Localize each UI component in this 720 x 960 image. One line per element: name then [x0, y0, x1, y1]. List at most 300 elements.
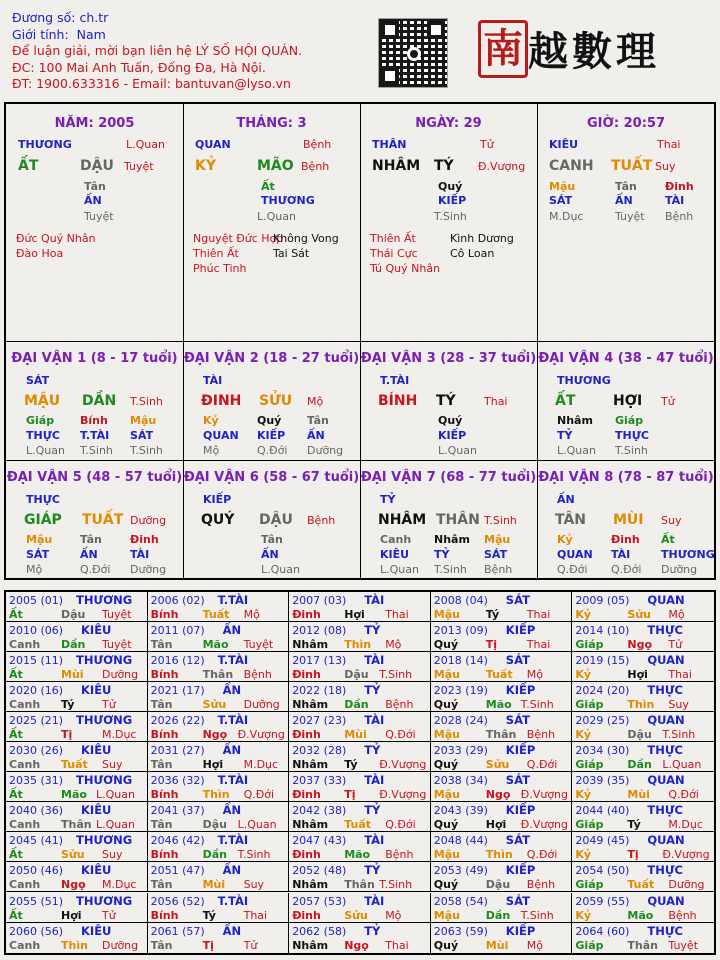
pillar-stem: ẤT: [18, 158, 39, 174]
dai-van-stem: TÂN: [555, 512, 587, 528]
year-branch: Thìn: [627, 698, 655, 712]
year-god: KIẾP: [505, 623, 536, 638]
year-cell[interactable]: [572, 682, 714, 712]
year-life-state: Tử: [668, 638, 683, 652]
year-label: 2022 (18): [292, 684, 347, 698]
year-stem: Ất: [9, 668, 23, 682]
year-label: 2040 (36): [9, 804, 64, 818]
year-god: KIẾP: [505, 683, 536, 698]
year-god: SÁT: [505, 713, 530, 728]
year-stem: Đinh: [292, 848, 321, 862]
year-cell[interactable]: [572, 893, 714, 923]
hidden-god: T.TÀI: [80, 429, 110, 442]
year-branch: Dần: [344, 698, 369, 712]
year-stem: Nhâm: [292, 818, 329, 832]
year-label: 2062 (58): [292, 924, 347, 938]
year-cell[interactable]: [148, 772, 290, 802]
year-stem: Canh: [9, 638, 41, 652]
year-branch: Dậu: [202, 818, 227, 832]
year-label: 2008 (04): [433, 594, 488, 607]
year-god: TỶ: [364, 923, 381, 938]
dai-van-stem: BÍNH: [378, 393, 418, 409]
dai-van-title: ĐẠI VẬN 4 (38 - 47 tuổi): [538, 351, 714, 366]
pillar-life-state: Suy: [655, 160, 676, 173]
hidden-life: T.Sinh: [80, 444, 113, 457]
year-god: THỰC: [647, 683, 683, 698]
year-life-state: Thai: [243, 908, 268, 922]
year-cell[interactable]: [572, 712, 714, 742]
year-cell[interactable]: [289, 832, 431, 862]
year-stem: Tân: [150, 938, 173, 952]
year-cell[interactable]: [572, 862, 714, 892]
year-label: 2037 (33): [292, 774, 347, 788]
year-cell[interactable]: [572, 923, 714, 953]
dai-van-life-state: Bệnh: [307, 514, 336, 527]
dai-van-god: T.TÀI: [380, 374, 410, 387]
seal-stamp: 南: [478, 20, 528, 78]
year-cell[interactable]: [431, 772, 573, 802]
dai-van-5: [6, 461, 184, 580]
hidden-god: TỶ: [557, 429, 573, 442]
year-branch: Dần: [61, 638, 86, 652]
year-god: TÀI: [364, 833, 385, 848]
year-god: THỰC: [647, 803, 683, 818]
year-cell[interactable]: [6, 802, 148, 832]
year-cell[interactable]: [6, 592, 148, 622]
year-cell[interactable]: [431, 862, 573, 892]
year-cell[interactable]: [431, 802, 573, 832]
year-stem: Canh: [9, 878, 41, 892]
year-god: KIẾP: [505, 803, 536, 818]
year-life-state: M.Dục: [668, 818, 703, 832]
year-cell[interactable]: [289, 622, 431, 652]
dai-van-stem: GIÁP: [24, 512, 62, 528]
year-cell[interactable]: [431, 832, 573, 862]
year-label: 2017 (13): [292, 654, 347, 668]
year-branch: Thìn: [61, 938, 88, 952]
year-god: QUAN: [647, 833, 685, 848]
year-label: 2009 (05): [575, 594, 630, 607]
year-cell[interactable]: [572, 742, 714, 772]
year-cell[interactable]: [572, 622, 714, 652]
year-god: SÁT: [505, 593, 530, 607]
dai-van-branch: DẬU: [259, 512, 293, 528]
year-stem: Quý: [433, 638, 459, 652]
year-life-state: Thai: [526, 638, 551, 652]
dai-van-god: ẤN: [557, 493, 575, 506]
year-label: 2060 (56): [9, 924, 64, 938]
yearly-luck-table: [4, 590, 716, 955]
pillar-stem: KỶ: [195, 158, 216, 174]
year-life-state: Bệnh: [526, 878, 556, 892]
year-life-state: Tử: [102, 908, 116, 922]
year-branch: Tý: [61, 698, 75, 712]
year-branch: Tị: [485, 638, 498, 652]
dai-van-branch: TÝ: [436, 393, 456, 409]
year-life-state: Mộ: [243, 608, 260, 621]
year-god: QUAN: [647, 653, 685, 668]
hidden-god: ẤN: [261, 548, 279, 561]
year-life-state: Suy: [102, 848, 123, 862]
hidden-life: Tuyệt: [84, 210, 114, 223]
year-cell[interactable]: [148, 742, 290, 772]
year-label: 2035 (31): [9, 774, 64, 788]
year-god: TỶ: [364, 683, 381, 698]
year-stem: Tân: [150, 638, 173, 652]
dai-van-branch: SỬU: [259, 393, 293, 409]
year-life-state: Dưỡng: [102, 938, 139, 952]
year-cell[interactable]: [431, 622, 573, 652]
year-label: 2046 (42): [150, 834, 205, 848]
year-cell[interactable]: [289, 592, 431, 622]
year-cell[interactable]: [431, 742, 573, 772]
year-label: 2045 (41): [9, 834, 64, 848]
pillar-1: [6, 104, 184, 342]
year-god: QUAN: [647, 773, 685, 788]
brand-logo: 越數理: [528, 28, 660, 75]
hidden-stem: Quý: [438, 414, 463, 427]
year-god: TÀI: [364, 653, 385, 668]
year-cell[interactable]: [148, 862, 290, 892]
year-cell[interactable]: [572, 832, 714, 862]
year-cell[interactable]: [6, 923, 148, 953]
year-life-state: Bệnh: [526, 728, 556, 742]
year-stem: Đinh: [292, 908, 321, 922]
hidden-life: Dưỡng: [307, 444, 344, 457]
star-item: Đào Hoa: [16, 247, 64, 260]
pillar-title: THÁNG: 3: [236, 116, 307, 131]
pillar-branch: MÃO: [257, 158, 294, 174]
hidden-life: Mộ: [26, 563, 43, 576]
year-life-state: Đ.Vượng: [379, 788, 427, 802]
dai-van-life-state: Dưỡng: [130, 514, 167, 527]
year-cell[interactable]: [148, 592, 290, 622]
hidden-god: TÀI: [665, 194, 685, 207]
year-stem: Nhâm: [292, 638, 329, 652]
year-life-state: Q.Đới: [526, 758, 558, 772]
hidden-life: T.Sinh: [130, 444, 163, 457]
year-cell[interactable]: [6, 832, 148, 862]
year-god: THỰC: [647, 923, 683, 938]
year-life-state: M.Dục: [102, 728, 137, 742]
year-god: THƯƠNG: [76, 773, 133, 788]
year-god: ẤN: [222, 743, 242, 758]
dai-van-stem: QUÝ: [201, 512, 235, 528]
year-god: TỶ: [364, 623, 381, 638]
year-cell[interactable]: [148, 832, 290, 862]
year-god: TÀI: [364, 773, 385, 788]
pillar-life-state: Bệnh: [301, 160, 330, 173]
year-cell[interactable]: [431, 923, 573, 953]
year-life-state: Suy: [243, 878, 265, 892]
year-life-state: Dưỡng: [243, 698, 280, 712]
year-branch: Dần: [202, 848, 227, 862]
year-label: 2049 (45): [575, 834, 630, 848]
year-stem: Canh: [9, 938, 41, 952]
year-life-state: Tuyệt: [243, 638, 274, 652]
year-life-state: Đ.Vượng: [237, 728, 285, 742]
year-cell[interactable]: [148, 682, 290, 712]
hidden-life: L.Quan: [261, 563, 300, 576]
year-cell[interactable]: [148, 802, 290, 832]
year-cell[interactable]: [6, 742, 148, 772]
year-life-state: Mộ: [668, 608, 685, 621]
year-branch: Mùi: [61, 668, 84, 682]
year-god: THƯƠNG: [76, 653, 133, 668]
year-stem: Mậu: [433, 848, 460, 862]
year-god: SÁT: [505, 893, 530, 908]
year-life-state: Tử: [102, 698, 116, 712]
hidden-god: QUAN: [557, 548, 593, 561]
year-life-state: Q.Đới: [243, 788, 275, 802]
year-stem: Giáp: [575, 938, 604, 952]
year-god: T.TÀI: [217, 653, 249, 668]
year-cell[interactable]: [148, 923, 290, 953]
year-cell[interactable]: [6, 772, 148, 802]
year-cell[interactable]: [6, 893, 148, 923]
year-branch: Mùi: [627, 788, 650, 802]
year-god: TỶ: [364, 863, 381, 878]
hidden-god: SÁT: [130, 429, 154, 442]
year-branch: Hợi: [61, 908, 82, 922]
year-god: KIÊU: [81, 803, 112, 818]
year-branch: Thân: [344, 878, 375, 892]
year-cell[interactable]: [289, 923, 431, 953]
year-stem: Quý: [433, 938, 459, 952]
hidden-life: L.Quan: [380, 563, 419, 576]
year-stem: Ất: [9, 608, 23, 621]
dai-van-life-state: Suy: [661, 514, 682, 527]
dai-van-god: THỰC: [26, 493, 60, 506]
star-item: Kình Dương: [450, 232, 514, 245]
pillar-stem: NHÂM: [372, 158, 421, 174]
year-life-state: Tuyệt: [102, 638, 132, 652]
year-cell[interactable]: [289, 862, 431, 892]
hidden-god: QUAN: [203, 429, 239, 442]
year-cell[interactable]: [6, 862, 148, 892]
year-god: QUAN: [647, 893, 685, 908]
year-god: T.TÀI: [217, 893, 249, 908]
hidden-life: Q.Đới: [257, 444, 288, 457]
dai-van-life-state: T.Sinh: [130, 395, 163, 408]
dai-van-branch: TUẤT: [82, 512, 124, 528]
year-branch: Hợi: [202, 758, 224, 772]
year-stem: Kỷ: [575, 848, 592, 862]
dai-van-god: TỶ: [380, 493, 396, 506]
year-god: T.TÀI: [217, 593, 249, 607]
pillar-branch: TUẤT: [611, 158, 653, 174]
dai-van-god: KIẾP: [203, 493, 232, 506]
hidden-life: L.Quan: [438, 444, 477, 457]
hidden-stem: Tân: [84, 180, 106, 193]
year-branch: Tị: [202, 938, 214, 952]
year-cell[interactable]: [289, 772, 431, 802]
year-stem: Ất: [9, 908, 23, 922]
year-god: TỶ: [364, 803, 381, 818]
address-line: ĐC: 100 Mai Anh Tuấn, Đống Đa, Hà Nội.: [12, 59, 266, 75]
year-label: 2061 (57): [150, 924, 205, 938]
hidden-stem: Quý: [438, 180, 463, 193]
star-item: Phúc Tinh: [193, 262, 247, 275]
year-life-state: Q.Đới: [668, 788, 699, 802]
year-label: 2041 (37): [150, 804, 205, 818]
year-cell[interactable]: [431, 893, 573, 923]
year-branch: Hợi: [627, 668, 648, 682]
year-label: 2024 (20): [575, 684, 630, 698]
year-cell[interactable]: [289, 712, 431, 742]
year-life-state: T.Sinh: [520, 698, 554, 712]
year-cell[interactable]: [431, 592, 573, 622]
hidden-stem: Tân: [307, 414, 329, 427]
year-cell[interactable]: [289, 893, 431, 923]
hidden-stem: Quý: [257, 414, 282, 427]
star-item: Tú Quý Nhân: [370, 262, 441, 275]
dai-van-life-state: T.Sinh: [484, 514, 517, 527]
year-stem: Mậu: [433, 608, 460, 621]
year-stem: Kỷ: [575, 908, 592, 922]
year-cell[interactable]: [148, 893, 290, 923]
year-stem: Ất: [9, 848, 23, 862]
year-cell[interactable]: [572, 772, 714, 802]
hidden-life: Bệnh: [665, 210, 694, 223]
year-stem: Kỷ: [575, 728, 592, 742]
year-cell[interactable]: [289, 652, 431, 682]
year-cell[interactable]: [6, 622, 148, 652]
year-cell[interactable]: [148, 622, 290, 652]
year-god: ẤN: [222, 923, 242, 938]
dai-van-god: THƯƠNG: [557, 374, 611, 387]
dai-van-branch: THÂN: [436, 512, 480, 528]
pillar-life-state: Tuyệt: [124, 160, 154, 173]
year-cell[interactable]: [431, 682, 573, 712]
hidden-stem: Đinh: [611, 533, 640, 546]
hidden-stem: Tân: [80, 533, 102, 546]
hidden-god: TỶ: [434, 548, 450, 561]
year-stem: Kỷ: [575, 668, 592, 682]
year-stem: Bính: [150, 608, 179, 621]
hidden-stem: Tân: [261, 533, 283, 546]
dai-van-3: [360, 342, 538, 461]
year-god: KIÊU: [81, 863, 112, 878]
year-life-state: Tuyệt: [102, 608, 132, 621]
hidden-god: KIẾP: [257, 429, 286, 442]
year-branch: Sửu: [627, 608, 651, 621]
dai-van-title: ĐẠI VẬN 3 (28 - 37 tuổi): [360, 351, 537, 366]
year-label: 2011 (07): [150, 624, 205, 638]
year-life-state: T.Sinh: [520, 908, 554, 922]
year-cell[interactable]: [431, 712, 573, 742]
year-life-state: Đ.Vượng: [379, 758, 427, 772]
hidden-life: L.Quan: [257, 210, 296, 223]
year-stem: Giáp: [575, 878, 604, 892]
year-cell[interactable]: [572, 802, 714, 832]
star-item: Cô Loan: [450, 247, 495, 260]
year-branch: Mão: [627, 908, 654, 922]
year-label: 2018 (14): [433, 654, 488, 668]
year-life-state: T.Sinh: [379, 668, 413, 682]
year-cell[interactable]: [148, 652, 290, 682]
hidden-stem: Nhâm: [557, 414, 593, 427]
year-stem: Giáp: [575, 818, 604, 832]
year-god: SÁT: [505, 653, 530, 668]
year-cell[interactable]: [6, 682, 148, 712]
qr-code-icon[interactable]: [378, 18, 448, 88]
year-cell[interactable]: [289, 802, 431, 832]
hidden-god: KIÊU: [380, 548, 410, 561]
year-cell[interactable]: [6, 652, 148, 682]
year-stem: Đinh: [292, 668, 321, 682]
year-label: 2051 (47): [150, 864, 205, 878]
year-life-state: Mộ: [385, 638, 402, 652]
year-life-state: Suy: [102, 758, 123, 772]
year-god: KIÊU: [81, 743, 112, 758]
year-cell[interactable]: [289, 742, 431, 772]
year-cell[interactable]: [289, 682, 431, 712]
year-cell[interactable]: [572, 592, 714, 622]
year-stem: Nhâm: [292, 878, 329, 892]
year-stem: Nhâm: [292, 758, 329, 772]
dai-van-life-state: Tử: [661, 395, 675, 408]
year-label: 2048 (44): [433, 834, 488, 848]
year-label: 2016 (12): [150, 654, 205, 668]
year-branch: Thân: [202, 668, 234, 682]
pillar-2: [183, 104, 361, 342]
year-cell[interactable]: [148, 712, 290, 742]
year-label: 2036 (32): [150, 774, 205, 788]
dai-van-branch: MÙI: [613, 512, 644, 528]
year-cell[interactable]: [572, 652, 714, 682]
year-god: KIÊU: [81, 623, 112, 638]
year-life-state: M.Dục: [102, 878, 137, 892]
pillar-god-branch: Tử: [480, 138, 494, 151]
year-life-state: Q.Đới: [385, 818, 416, 832]
year-god: ẤN: [222, 623, 242, 638]
year-branch: Tuất: [202, 608, 230, 621]
hidden-stem: Giáp: [26, 414, 55, 427]
year-branch: Tý: [202, 908, 216, 922]
year-god: THỰC: [647, 623, 683, 638]
year-branch: Tị: [61, 728, 73, 742]
year-life-state: Bệnh: [385, 848, 414, 862]
hidden-life: Q.Đới: [611, 563, 642, 576]
hidden-life: T.Sinh: [434, 563, 467, 576]
year-stem: Giáp: [575, 758, 604, 772]
pillar-title: GIỜ: 20:57: [587, 116, 665, 131]
year-god: TÀI: [364, 593, 385, 607]
year-stem: Canh: [9, 758, 41, 772]
year-branch: Thìn: [485, 848, 513, 862]
year-god: SÁT: [505, 773, 530, 788]
year-branch: Thân: [485, 728, 517, 742]
year-cell[interactable]: [6, 712, 148, 742]
dai-van-title: ĐẠI VẬN 5 (48 - 57 tuổi): [6, 470, 183, 485]
year-stem: Mậu: [433, 668, 460, 682]
year-label: 2028 (24): [433, 714, 488, 728]
year-stem: Đinh: [292, 608, 321, 621]
year-cell[interactable]: [431, 652, 573, 682]
subject-line: Đương số: ch.tr: [12, 10, 109, 25]
year-stem: Mậu: [433, 788, 460, 802]
hidden-god: THƯƠNG: [261, 194, 315, 207]
year-life-state: Tử: [243, 938, 258, 952]
header-info: [12, 10, 302, 93]
year-label: 2027 (23): [292, 714, 347, 728]
year-branch: Tuất: [61, 758, 88, 772]
year-life-state: Thai: [668, 668, 692, 682]
phone-email-line[interactable]: ĐT: 1900.633316 - Email: bantuvan@lyso.vn: [12, 76, 291, 91]
year-stem: Quý: [433, 758, 459, 772]
star-item: Đức Quý Nhân: [16, 232, 96, 245]
